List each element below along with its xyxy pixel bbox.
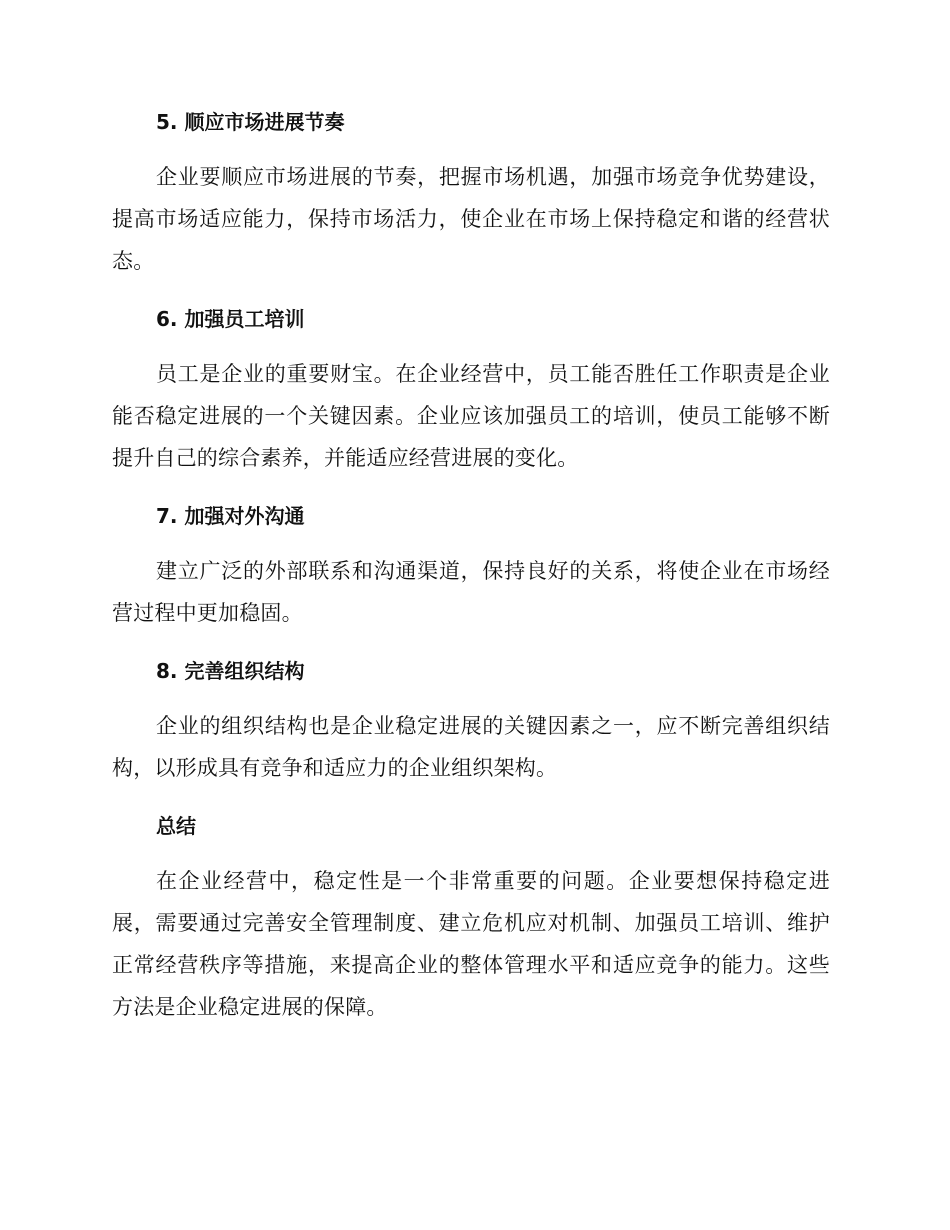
section-summary — [112, 812, 830, 1028]
section-heading: 5. 顺应市场进展节奏 — [156, 110, 345, 134]
section-heading: 7. 加强对外沟通 — [156, 504, 305, 528]
section-heading: 6. 加强员工培训 — [156, 307, 305, 331]
section-heading: 总结 — [156, 814, 196, 838]
section-paragraph: 员工是企业的重要财宝。在企业经营中，员工能否胜任工作职责是企业能否稳定进展的一个关键因素。企业应该加强员工的培训，使员工能够不断提升自己的综合素养，并能适应经营进展的变化。 — [112, 362, 830, 470]
section-8 — [112, 657, 830, 789]
section-paragraph: 企业的组织结构也是企业稳定进展的关键因素之一，应不断完善组织结构，以形成具有竞争和适应力的企业组织架构。 — [112, 714, 830, 780]
section-heading: 8. 完善组织结构 — [156, 659, 305, 683]
section-7 — [112, 502, 830, 634]
section-paragraph: 在企业经营中，稳定性是一个非常重要的问题。企业要想保持稳定进展，需要通过完善安全管理制度、建立危机应对机制、加强员工培训、维护正常经营秩序等措施，来提高企业的整体管理水平和适应竞争的能力。这些方法是企业稳定进展的保障。 — [112, 869, 830, 1019]
section-paragraph: 企业要顺应市场进展的节奏，把握市场机遇，加强市场竞争优势建设，提高市场适应能力，保持市场活力，使企业在市场上保持稳定和谐的经营状态。 — [112, 165, 830, 273]
section-6 — [112, 305, 830, 479]
document-body — [112, 108, 830, 1051]
section-paragraph: 建立广泛的外部联系和沟通渠道，保持良好的关系，将使企业在市场经营过程中更加稳固。 — [112, 559, 830, 625]
section-5 — [112, 108, 830, 282]
